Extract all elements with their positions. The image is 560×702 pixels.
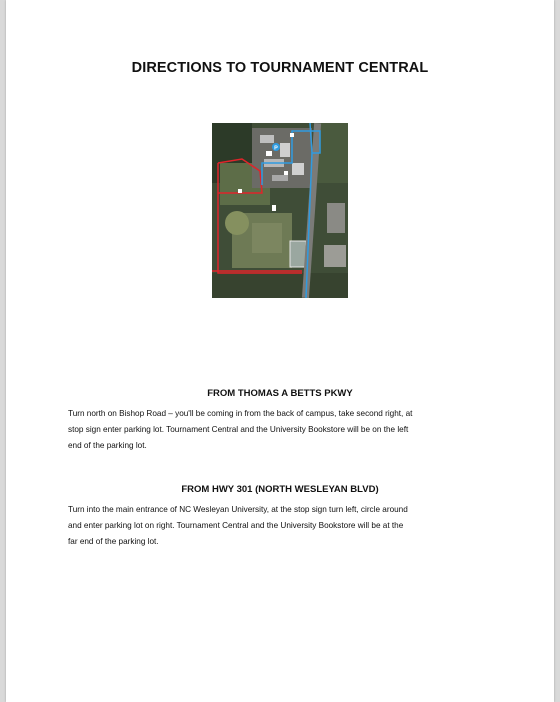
text-line: Turn into the main entrance of NC Wesleyan University, at the stop sign turn left, circle around bbox=[68, 505, 408, 514]
document-page bbox=[6, 0, 554, 702]
text-line: end of the parking lot. bbox=[68, 441, 147, 450]
text-line: stop sign enter parking lot. Tournament Central and the University Bookstore will be on the left bbox=[68, 425, 409, 434]
parking-marker-label: P bbox=[274, 145, 278, 152]
section-heading-thomas-a-betts: FROM THOMAS A BETTS PKWY bbox=[207, 388, 353, 399]
section-text-thomas-a-betts bbox=[68, 406, 508, 454]
text-line: far end of the parking lot. bbox=[68, 537, 159, 546]
map-aerial-image bbox=[212, 123, 348, 298]
campus-map bbox=[212, 123, 348, 298]
section-heading-hwy-301: FROM HWY 301 (NORTH WESLEYAN BLVD) bbox=[181, 484, 379, 495]
text-line: Turn north on Bishop Road – you'll be coming in from the back of campus, take second right, at bbox=[68, 409, 413, 418]
section-text-hwy-301 bbox=[68, 502, 508, 550]
page-title: DIRECTIONS TO TOURNAMENT CENTRAL bbox=[131, 60, 429, 76]
text-line: and enter parking lot on right. Tournament Central and the University Bookstore will be at the bbox=[68, 521, 404, 530]
